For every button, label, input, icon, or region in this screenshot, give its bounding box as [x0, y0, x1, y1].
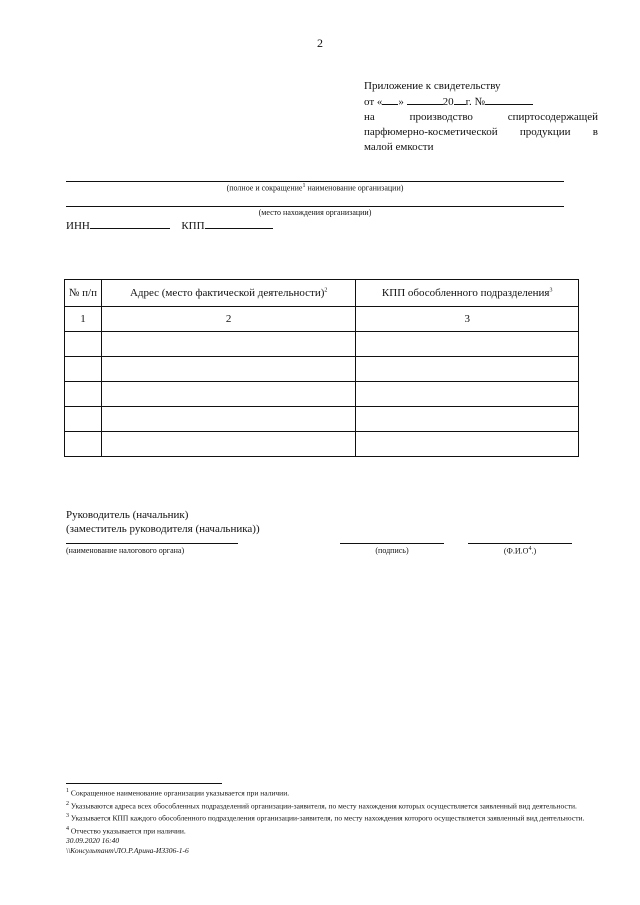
appendix-purpose-line [364, 110, 598, 125]
numbering-cell: 2 [101, 307, 355, 332]
org-name-line[interactable] [66, 181, 564, 182]
table-cell[interactable] [356, 382, 579, 407]
appendix-title: Приложение к свидетельству [364, 80, 501, 92]
from-prefix: от « [364, 96, 383, 108]
table-numbering-row [65, 307, 579, 332]
product-word: продукции [519, 126, 571, 138]
fio-caption: $(Ф.И.О^4.)$ [503, 546, 537, 556]
table-cell[interactable] [101, 432, 355, 457]
col-header-number: № п/п [65, 280, 102, 307]
fio-line[interactable] [468, 543, 572, 544]
appendix-product-line [364, 125, 598, 140]
table-cell[interactable] [356, 432, 579, 457]
appendix-header [364, 79, 598, 155]
signature-caption: (подпись) [375, 546, 409, 555]
appendix-date-line [364, 94, 598, 110]
kpp-label: КПП [181, 220, 205, 232]
signatory-deputy: (заместитель руководителя (начальника)) [66, 523, 260, 535]
col-header-address: Адрес (место фактической деятельности)$^2$ [101, 280, 355, 307]
table-cell[interactable] [65, 332, 102, 357]
table-cell[interactable] [65, 382, 102, 407]
appendix-capacity: малой емкости [364, 141, 434, 153]
org-name-caption: (полное и сокращение$^1$ наименование организации) [226, 183, 404, 193]
footnote-item: $^4$ Отчество указывается при наличии. [66, 825, 186, 835]
page-number: 2 [317, 36, 323, 50]
table-header-row [65, 280, 579, 307]
signatory-title: Руководитель (начальник) [66, 509, 189, 521]
from-quote-close: » [398, 96, 404, 108]
tax-authority-caption: (наименование налогового органа) [66, 546, 185, 555]
table-cell[interactable] [101, 382, 355, 407]
signatory-block [66, 508, 260, 536]
table-cell[interactable] [101, 332, 355, 357]
org-location-caption: (место нахождения организации) [258, 208, 372, 217]
table-row [65, 332, 579, 357]
product-word: в [592, 126, 598, 138]
inn-label: ИНН [66, 220, 90, 232]
footnote-item: $^1$ Сокращенное наименование организации указывается при наличии. [66, 788, 290, 798]
table-cell[interactable] [356, 357, 579, 382]
purpose-word: на [364, 111, 375, 123]
table-cell[interactable] [65, 407, 102, 432]
table-cell[interactable] [65, 357, 102, 382]
footnote-item: $^2$ Указываются адреса всех обособленных подразделений организации-заявителя, по месту нахождения которых осуществляется заявленный вид деятельности. [66, 800, 577, 810]
col-header-kpp: КПП обособленного подразделения$^3$ [356, 280, 579, 307]
table-cell[interactable] [101, 357, 355, 382]
number-blank[interactable] [485, 94, 533, 105]
numbering-cell: 3 [356, 307, 579, 332]
numbering-cell: 1 [65, 307, 102, 332]
table-cell[interactable] [356, 407, 579, 432]
table-row [65, 357, 579, 382]
year-suffix: г. № [465, 96, 485, 108]
subdivision-table [64, 279, 579, 457]
table-cell[interactable] [65, 432, 102, 457]
table-row [65, 382, 579, 407]
stamp-path: \\Консультант\ЛО.Р.Арина-ИЗ306-1-6 [66, 846, 189, 855]
table-row [65, 432, 579, 457]
org-location-line[interactable] [66, 206, 564, 207]
tax-authority-line[interactable] [66, 543, 238, 544]
day-blank[interactable] [382, 94, 398, 105]
footnote-separator [66, 783, 222, 784]
kpp-field[interactable] [205, 218, 273, 229]
table-cell[interactable] [356, 332, 579, 357]
purpose-word: спиртосодержащей [507, 111, 598, 123]
footnotes [66, 786, 606, 856]
year-prefix: 20 [442, 96, 454, 108]
inn-field[interactable] [90, 218, 170, 229]
product-word: парфюмерно-косметической [364, 126, 498, 138]
inn-kpp-row [66, 218, 273, 232]
table-row [65, 407, 579, 432]
footnote-item: $^3$ Указывается КПП каждого обособленного подразделения организации-заявителя, по месту нахождения которого осуществляется заявленный вид деятельности. [66, 813, 585, 823]
month-blank[interactable] [407, 94, 443, 105]
signature-line[interactable] [340, 543, 444, 544]
stamp-date: 30.09.2020 16:40 [66, 836, 120, 845]
year-blank[interactable] [454, 94, 466, 105]
table-cell[interactable] [101, 407, 355, 432]
purpose-word: производство [409, 111, 473, 123]
